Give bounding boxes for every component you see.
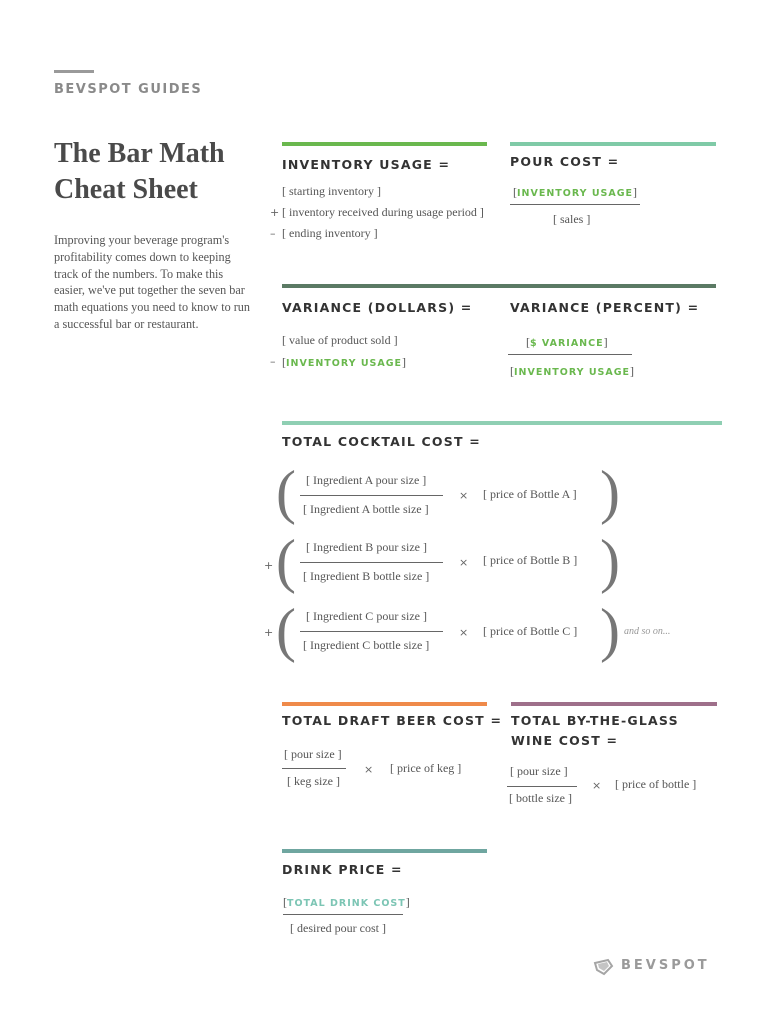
pour-cost-heading: POUR COST =	[510, 154, 620, 169]
fraction-bar	[300, 495, 443, 496]
variance-rule	[282, 284, 716, 288]
plus-operator: +	[264, 626, 274, 639]
drink-price-rule	[282, 849, 487, 853]
variance-percent-denominator	[510, 362, 634, 380]
plus-operator: +	[270, 206, 280, 219]
times-operator: ×	[459, 626, 469, 639]
wine-cost-heading-line-2: WINE COST =	[511, 733, 619, 748]
inventory-usage-line-3: [ ending inventory ]	[282, 226, 378, 240]
price-of-bottle-a: [ price of Bottle A ]	[483, 487, 577, 501]
paren-close: )	[600, 528, 620, 594]
bracket-close: ]	[603, 335, 608, 349]
paren-open: (	[276, 459, 296, 525]
ingredient-a-bottle-size: [ Ingredient A bottle size ]	[303, 502, 429, 516]
inventory-usage-line-2: [ inventory received during usage period ]	[282, 205, 484, 219]
total-drink-cost-tag: TOTAL DRINK COST	[287, 898, 406, 909]
fraction-bar	[283, 914, 403, 915]
intro-paragraph: Improving your beverage program's profitability comes down to keeping track of the numbers. To make this easier, we've put together the seven bar math equations you need to know to run a successful bar or restaurant.	[54, 233, 250, 331]
bracket-open: [	[513, 185, 517, 199]
times-operator: ×	[459, 556, 469, 569]
variance-percent-heading: VARIANCE (PERCENT) =	[510, 300, 700, 315]
fraction-bar	[300, 631, 443, 632]
inventory-usage-tag: INVENTORY USAGE	[517, 188, 634, 199]
plus-operator: +	[264, 559, 274, 572]
header-rule	[54, 70, 94, 73]
wine-bottle-size: [ bottle size ]	[509, 791, 572, 805]
bracket-close: ]	[402, 355, 407, 369]
fraction-bar	[508, 354, 632, 355]
price-of-bottle-b: [ price of Bottle B ]	[483, 553, 578, 567]
wine-cost-heading-line-1: TOTAL BY-THE-GLASS	[511, 713, 679, 728]
fraction-bar	[282, 768, 346, 769]
wine-pour-size: [ pour size ]	[510, 764, 568, 778]
bracket-close: ]	[405, 895, 410, 909]
inventory-usage-heading: INVENTORY USAGE =	[282, 157, 451, 172]
pour-cost-denominator: [ sales ]	[553, 212, 591, 226]
bracket-close: ]	[630, 364, 635, 378]
times-operator: ×	[459, 489, 469, 502]
ingredient-b-pour-size: [ Ingredient B pour size ]	[306, 540, 427, 554]
inventory-usage-line-1: [ starting inventory ]	[282, 184, 381, 198]
page-title	[54, 136, 254, 208]
pour-cost-rule	[510, 142, 716, 146]
drink-price-heading: DRINK PRICE =	[282, 862, 403, 877]
ingredient-b-bottle-size: [ Ingredient B bottle size ]	[303, 569, 430, 583]
cocktail-cost-rule	[282, 421, 722, 425]
dollar-variance-tag: $ VARIANCE	[530, 338, 604, 349]
fraction-bar	[507, 786, 577, 787]
paren-open: (	[276, 597, 296, 663]
fraction-bar	[300, 562, 443, 563]
title-line-2: Cheat Sheet	[54, 174, 198, 205]
paren-close: )	[600, 597, 620, 663]
ingredient-c-bottle-size: [ Ingredient C bottle size ]	[303, 638, 430, 652]
paren-close: )	[600, 459, 620, 525]
bracket-close: ]	[633, 185, 638, 199]
draft-beer-rule	[282, 702, 487, 706]
variance-percent-numerator	[526, 333, 608, 351]
cocktail-cost-heading: TOTAL COCKTAIL COST =	[282, 434, 481, 449]
variance-dollars-line-2	[282, 353, 406, 371]
drink-price-numerator	[283, 893, 410, 911]
brand-guides-label: BEVSPOT GUIDES	[54, 82, 203, 97]
and-so-on-note: and so on...	[624, 626, 671, 637]
draft-beer-heading: TOTAL DRAFT BEER COST =	[282, 713, 503, 728]
pour-cost-numerator	[513, 183, 637, 201]
price-of-bottle: [ price of bottle ]	[615, 777, 697, 791]
wine-cost-rule	[511, 702, 717, 706]
price-of-keg: [ price of keg ]	[390, 761, 462, 775]
bevspot-logo-icon	[592, 954, 616, 983]
bracket-open: [	[283, 895, 287, 909]
draft-beer-pour-size: [ pour size ]	[284, 747, 342, 761]
inventory-usage-rule	[282, 142, 487, 146]
variance-dollars-line-1: [ value of product sold ]	[282, 333, 398, 347]
title-line-1: The Bar Math	[54, 138, 225, 169]
fraction-bar	[510, 204, 640, 205]
times-operator: ×	[592, 779, 602, 792]
times-operator: ×	[364, 763, 374, 776]
desired-pour-cost: [ desired pour cost ]	[290, 921, 386, 935]
draft-beer-keg-size: [ keg size ]	[287, 774, 340, 788]
bevspot-logo-text: BEVSPOT	[621, 958, 710, 973]
variance-dollars-heading: VARIANCE (DOLLARS) =	[282, 300, 473, 315]
ingredient-a-pour-size: [ Ingredient A pour size ]	[306, 473, 427, 487]
ingredient-c-pour-size: [ Ingredient C pour size ]	[306, 609, 427, 623]
minus-operator: –	[270, 355, 276, 368]
inventory-usage-tag: INVENTORY USAGE	[286, 358, 403, 369]
price-of-bottle-c: [ price of Bottle C ]	[483, 624, 578, 638]
bracket-open: [	[510, 364, 514, 378]
minus-operator: –	[270, 227, 276, 240]
bracket-open: [	[282, 355, 286, 369]
paren-open: (	[276, 528, 296, 594]
inventory-usage-tag: INVENTORY USAGE	[514, 367, 631, 378]
bracket-open: [	[526, 335, 530, 349]
